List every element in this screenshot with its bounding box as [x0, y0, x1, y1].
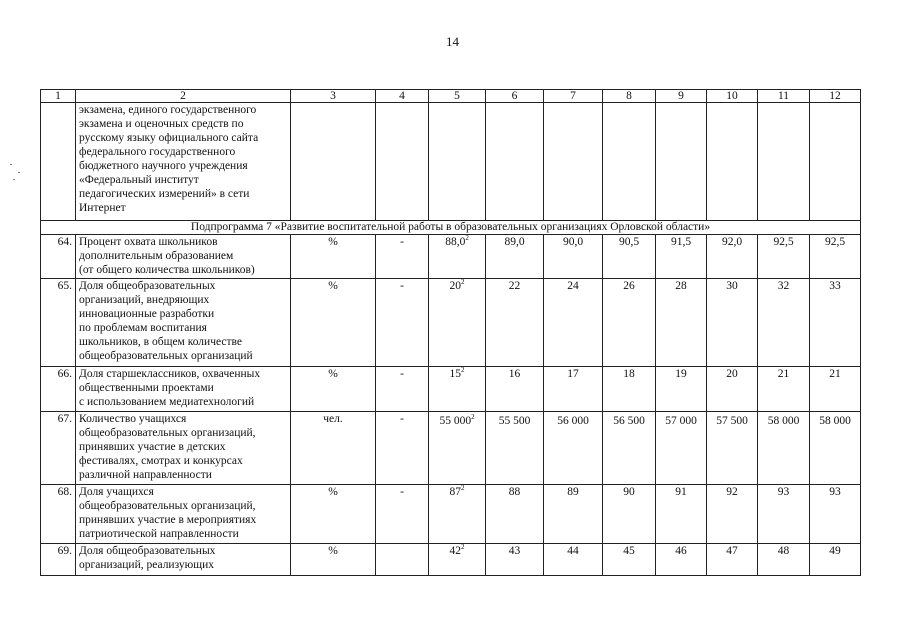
- row-value-12: 58 000: [810, 412, 861, 485]
- empty-cell: [376, 103, 429, 221]
- row-value-10: 92: [707, 485, 758, 544]
- row-description: [76, 235, 291, 279]
- row-value-5: $20^2$: [429, 279, 486, 367]
- description-line: Интернет: [79, 202, 126, 214]
- table-row: [41, 544, 861, 576]
- row-description: [76, 367, 291, 412]
- col-header-11: 11: [758, 90, 810, 103]
- empty-cell: [486, 103, 544, 221]
- row-value-5: $87^2$: [429, 485, 486, 544]
- col-header-4: 4: [376, 90, 429, 103]
- row-value-8: 90,5: [603, 235, 656, 279]
- col-header-7: 7: [544, 90, 603, 103]
- row-value-10: 47: [707, 544, 758, 576]
- row-description: [76, 279, 291, 367]
- col-header-1: 1: [41, 90, 76, 103]
- row-number: 69.: [41, 544, 76, 576]
- continuation-row: [41, 103, 861, 221]
- footnote-mark: 2: [461, 366, 465, 375]
- row-value-7: 44: [544, 544, 603, 576]
- row-value-9: 19: [656, 367, 707, 412]
- row-value-9: 28: [656, 279, 707, 367]
- description-line: организаций, внедряющих: [79, 294, 210, 306]
- row-description: [76, 485, 291, 544]
- description-line: «Федеральный институт: [79, 174, 199, 186]
- row-col4: -: [376, 235, 429, 279]
- row-value-6: 55 500: [486, 412, 544, 485]
- row-value-8: 90: [603, 485, 656, 544]
- row-value-11: 58 000: [758, 412, 810, 485]
- row-number: 65.: [41, 279, 76, 367]
- row-value-5: 55 $000^2$: [429, 412, 486, 485]
- description-line: различной направленности: [79, 469, 212, 481]
- row-value-10: 20: [707, 367, 758, 412]
- footnote-mark: 2: [465, 234, 469, 243]
- indicator-table-container: [40, 89, 861, 576]
- row-value-10: 57 500: [707, 412, 758, 485]
- row-number: 66.: [41, 367, 76, 412]
- cell-num: [41, 103, 76, 221]
- row-value-10: 30: [707, 279, 758, 367]
- row-value-11: 32: [758, 279, 810, 367]
- continuation-description: [76, 103, 291, 221]
- row-number: 64.: [41, 235, 76, 279]
- empty-cell: [656, 103, 707, 221]
- col-header-9: 9: [656, 90, 707, 103]
- description-line: (от общего количества школьников): [79, 264, 255, 276]
- col-header-2: 2: [76, 90, 291, 103]
- description-line: общеобразовательных организаций: [79, 350, 253, 362]
- row-unit: %: [291, 235, 376, 279]
- description-line: патриотической направленности: [79, 528, 239, 540]
- description-line: Доля учащихся: [79, 486, 154, 498]
- description-line: школьников, в общем количестве: [79, 336, 242, 348]
- row-value-9: 46: [656, 544, 707, 576]
- row-value-7: 89: [544, 485, 603, 544]
- row-description: [76, 412, 291, 485]
- empty-cell: [810, 103, 861, 221]
- empty-cell: [291, 103, 376, 221]
- row-value-8: 18: [603, 367, 656, 412]
- description-line: Количество учащихся: [79, 413, 187, 425]
- row-number: 68.: [41, 485, 76, 544]
- description-line: фестивалях, смотрах и конкурсах: [79, 455, 243, 467]
- row-unit: %: [291, 485, 376, 544]
- description-line: общественными проектами: [79, 382, 214, 394]
- description-line: бюджетного научного учреждения: [79, 160, 248, 172]
- col-header-12: 12: [810, 90, 861, 103]
- row-value-12: 49: [810, 544, 861, 576]
- row-col4: [376, 544, 429, 576]
- row-value-11: 21: [758, 367, 810, 412]
- description-line: инновационные разработки: [79, 308, 215, 320]
- footnote-mark: 2: [471, 413, 475, 422]
- row-description: [76, 544, 291, 576]
- row-value-11: 93: [758, 485, 810, 544]
- empty-cell: [603, 103, 656, 221]
- row-unit: %: [291, 367, 376, 412]
- description-line: принявших участие в мероприятиях: [79, 514, 257, 526]
- row-value-7: 24: [544, 279, 603, 367]
- subprogram-row: [41, 221, 861, 235]
- row-value-6: 22: [486, 279, 544, 367]
- row-value-11: 48: [758, 544, 810, 576]
- row-col4: -: [376, 279, 429, 367]
- col-header-8: 8: [603, 90, 656, 103]
- row-unit: чел.: [291, 412, 376, 485]
- description-line: федерального государственного: [79, 146, 236, 158]
- col-header-6: 6: [486, 90, 544, 103]
- page-number: 14: [446, 34, 459, 49]
- description-line: Доля общеобразовательных: [79, 545, 216, 557]
- col-header-10: 10: [707, 90, 758, 103]
- row-value-12: 93: [810, 485, 861, 544]
- col-header-5: 5: [429, 90, 486, 103]
- row-value-9: 57 000: [656, 412, 707, 485]
- row-value-10: 92,0: [707, 235, 758, 279]
- row-value-5: $15^2$: [429, 367, 486, 412]
- col-header-3: 3: [291, 90, 376, 103]
- empty-cell: [707, 103, 758, 221]
- row-value-6: 43: [486, 544, 544, 576]
- row-value-12: 92,5: [810, 235, 861, 279]
- table-row: [41, 279, 861, 367]
- row-value-7: 17: [544, 367, 603, 412]
- table-row: [41, 412, 861, 485]
- footnote-mark: 2: [461, 543, 465, 552]
- table-row: [41, 485, 861, 544]
- description-line: дополнительным образованием: [79, 250, 234, 262]
- description-line: общеобразовательных организаций,: [79, 500, 256, 512]
- row-value-5: 88,0$^2$: [429, 235, 486, 279]
- empty-cell: [429, 103, 486, 221]
- row-value-6: 88: [486, 485, 544, 544]
- row-value-11: 92,5: [758, 235, 810, 279]
- description-line: Доля старшеклассников, охваченных: [79, 368, 261, 380]
- column-number-row: [41, 90, 861, 103]
- row-value-8: 26: [603, 279, 656, 367]
- table-row: [41, 367, 861, 412]
- empty-cell: [758, 103, 810, 221]
- row-value-8: 45: [603, 544, 656, 576]
- description-line: организаций, реализующих: [79, 559, 214, 571]
- row-col4: -: [376, 412, 429, 485]
- description-line: педагогических измерений» в сети: [79, 188, 250, 200]
- description-line: общеобразовательных организаций,: [79, 427, 256, 439]
- description-line: экзамена и оценочных средств по: [79, 118, 244, 130]
- row-number: 67.: [41, 412, 76, 485]
- description-line: Процент охвата школьников: [79, 236, 218, 248]
- row-unit: %: [291, 279, 376, 367]
- description-line: принявших участие в детских: [79, 441, 226, 453]
- row-value-8: 56 500: [603, 412, 656, 485]
- description-line: русскому языку официального сайта: [79, 132, 259, 144]
- row-value-12: 33: [810, 279, 861, 367]
- row-value-6: 89,0: [486, 235, 544, 279]
- row-unit: %: [291, 544, 376, 576]
- row-col4: -: [376, 367, 429, 412]
- footnote-mark: 2: [461, 484, 465, 493]
- indicator-table: [40, 89, 861, 576]
- description-line: с использованием медиатехнологий: [79, 396, 255, 408]
- description-line: по проблемам воспитания: [79, 322, 207, 334]
- scan-artifact: [8, 160, 28, 184]
- row-value-6: 16: [486, 367, 544, 412]
- row-value-5: $42^2$: [429, 544, 486, 576]
- empty-cell: [544, 103, 603, 221]
- subprogram-title: Подпрограмма 7 «Развитие воспитательной работы в образовательных организациях Орловской области»: [41, 221, 861, 235]
- row-value-9: 91,5: [656, 235, 707, 279]
- row-value-9: 91: [656, 485, 707, 544]
- table-row: [41, 235, 861, 279]
- footnote-mark: 2: [461, 278, 465, 287]
- row-value-12: 21: [810, 367, 861, 412]
- description-line: экзамена, единого государственного: [79, 104, 257, 116]
- description-line: Доля общеобразовательных: [79, 280, 216, 292]
- row-col4: -: [376, 485, 429, 544]
- row-value-7: 90,0: [544, 235, 603, 279]
- row-value-7: 56 000: [544, 412, 603, 485]
